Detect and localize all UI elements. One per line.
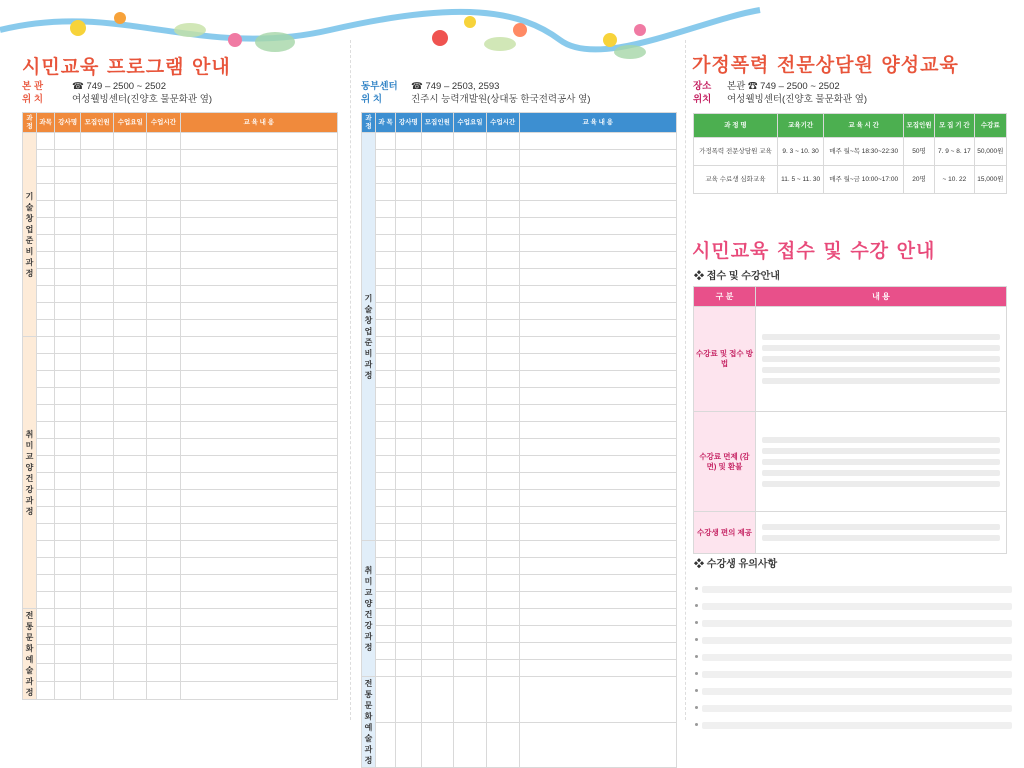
table-row: 가정폭력 전문상담원 교육 9. 3 ~ 10. 30 매주 월~목 18:30~22:30 50명 7. 9 ~ 8. 17 50,000원: [694, 138, 1007, 166]
table-row: [362, 722, 677, 768]
table-row: [362, 422, 677, 439]
left-title: 시민교육 프로그램 안내: [22, 56, 231, 78]
table-row: [362, 473, 677, 490]
table-row: [362, 133, 677, 150]
table-row: [362, 269, 677, 286]
table-row: [362, 626, 677, 643]
table-row: [362, 439, 677, 456]
table-row: [362, 507, 677, 524]
table-row: [23, 286, 338, 303]
left-program-table: 과정 과목 강사명 모집인원 수업요일 수업시간 교 육 내 용 기 술 창 업 준 비 과 정 취 미 교 양 건 강 과 정 전 통 문 화 예 술 과 정: [22, 112, 338, 700]
table-row: [362, 643, 677, 660]
table-row: [23, 507, 338, 524]
info-line: 위 치 진주시 능력개발원(상대동 한국전력공사 옆): [361, 94, 591, 105]
registration-title: 시민교육 접수 및 수강 안내: [692, 240, 936, 262]
table-row: [362, 592, 677, 609]
table-row: [23, 371, 338, 388]
table-row: 수강료 및 접수 방법: [694, 307, 1007, 412]
table-row: 수강료 면제 (감면) 및 환불: [694, 412, 1007, 512]
column-divider: [685, 40, 686, 720]
table-row: [362, 184, 677, 201]
table-row: [362, 490, 677, 507]
table-row: [23, 167, 338, 184]
table-row: [362, 320, 677, 337]
table-row: [362, 354, 677, 371]
list-item: [702, 603, 1012, 610]
table-row: [23, 133, 338, 150]
table-row: [23, 252, 338, 269]
table-row: [23, 645, 338, 663]
table-row: [23, 473, 338, 490]
list-item: [702, 586, 1012, 593]
table-row: [362, 558, 677, 575]
table-row: 수강생 편의 제공: [694, 512, 1007, 554]
info-line: 본 관 ☎ 749 – 2500 ~ 2502: [22, 81, 166, 92]
list-item: [702, 637, 1012, 644]
table-row: [23, 490, 338, 507]
table-row: [362, 541, 677, 558]
table-row: [362, 303, 677, 320]
table-row: [23, 405, 338, 422]
section-label: 취 미 교 양 건 강 과 정: [23, 337, 37, 609]
table-row: [23, 303, 338, 320]
right-info: [693, 80, 867, 106]
table-row: [362, 235, 677, 252]
table-row: [23, 201, 338, 218]
table-row: [23, 681, 338, 699]
table-row: [23, 269, 338, 286]
counselor-training-table: 과 정 명 교육기간 교 육 시 간 모집인원 모 집 기 간 수강료 가정폭력 전문상담원 교육 9. 3 ~ 10. 30 매주 월~목 18:30~22:30 50명 7. 9 ~ 8. 17 50,000원 교육 수료생 심화교육 11. 5 ~ 11. 30 매주 월~금 10:00~17:00 20명 ~ 10. 22 15,000원: [693, 113, 1007, 194]
table-row: [362, 218, 677, 235]
table-row: [362, 167, 677, 184]
table-row: [362, 405, 677, 422]
table-row: [23, 337, 338, 354]
registration-table: 구 분 내 용 수강료 및 접수 방법 수강료 면제 (감면) 및 환불 수강생 편의 제공: [693, 286, 1007, 554]
table-row: [23, 592, 338, 609]
registration-subtitle: ❖ 접수 및 수강안내: [694, 271, 780, 282]
table-row: [362, 388, 677, 405]
table-row: [362, 201, 677, 218]
list-item: [702, 722, 1012, 729]
table-row: [362, 150, 677, 167]
table-row: [23, 609, 338, 627]
table-row: [362, 677, 677, 723]
table-row: [23, 150, 338, 167]
section-label: 기 술 창 업 준 비 과 정: [362, 133, 376, 541]
list-item: [702, 688, 1012, 695]
table-row: [23, 235, 338, 252]
table-row: [362, 575, 677, 592]
info-line: 동부센터 ☎ 749 – 2503, 2593: [361, 81, 500, 92]
table-row: [362, 286, 677, 303]
list-item: [702, 654, 1012, 661]
table-row: [362, 252, 677, 269]
list-item: [702, 705, 1012, 712]
notes-subtitle: ❖ 수강생 유의사항: [694, 559, 778, 570]
table-row: [23, 218, 338, 235]
domestic-violence-title: 가정폭력 전문상담원 양성교육: [692, 54, 959, 76]
table-row: [23, 541, 338, 558]
table-row: [362, 660, 677, 677]
table-row: [23, 627, 338, 645]
table-row: [23, 388, 338, 405]
section-label: 취 미 교 양 건 강 과 정: [362, 541, 376, 677]
list-item: [702, 620, 1012, 627]
section-label: 전 통 문 화 예 술 과 정: [362, 677, 376, 768]
table-row: [23, 575, 338, 592]
table-row: 교육 수료생 심화교육 11. 5 ~ 11. 30 매주 월~금 10:00~17:00 20명 ~ 10. 22 15,000원: [694, 166, 1007, 194]
section-label: 기 술 창 업 준 비 과 정: [23, 133, 37, 337]
table-row: [23, 422, 338, 439]
table-row: [23, 524, 338, 541]
table-row: [23, 439, 338, 456]
notes-list: [694, 576, 1012, 729]
section-label: 전 통 문 화 예 술 과 정: [23, 609, 37, 700]
info-line: 장소 본관 ☎ 749 – 2500 ~ 2502: [693, 81, 840, 92]
table-row: [362, 524, 677, 541]
table-row: [23, 354, 338, 371]
table-row: [23, 663, 338, 681]
info-line: 위 치 여성웰빙센터(진양호 물문화관 옆): [22, 94, 213, 105]
column-divider: [350, 40, 351, 720]
table-row: [362, 371, 677, 388]
table-row: [362, 337, 677, 354]
table-row: [362, 609, 677, 626]
table-row: [23, 558, 338, 575]
middle-info: [361, 80, 590, 106]
table-row: [23, 320, 338, 337]
table-row: [362, 456, 677, 473]
middle-program-table: 과정 과 목 강사명 모집인원 수업요일 수업시간 교 육 내 용 기 술 창 업 준 비 과 정 취 미 교 양 건 강 과 정 전 통 문 화 예 술 과 정: [361, 112, 677, 768]
table-row: [23, 456, 338, 473]
info-line: 위치 여성웰빙센터(진양호 물문화관 옆): [693, 94, 868, 105]
list-item: [702, 671, 1012, 678]
left-info: [22, 80, 212, 106]
table-row: [23, 184, 338, 201]
